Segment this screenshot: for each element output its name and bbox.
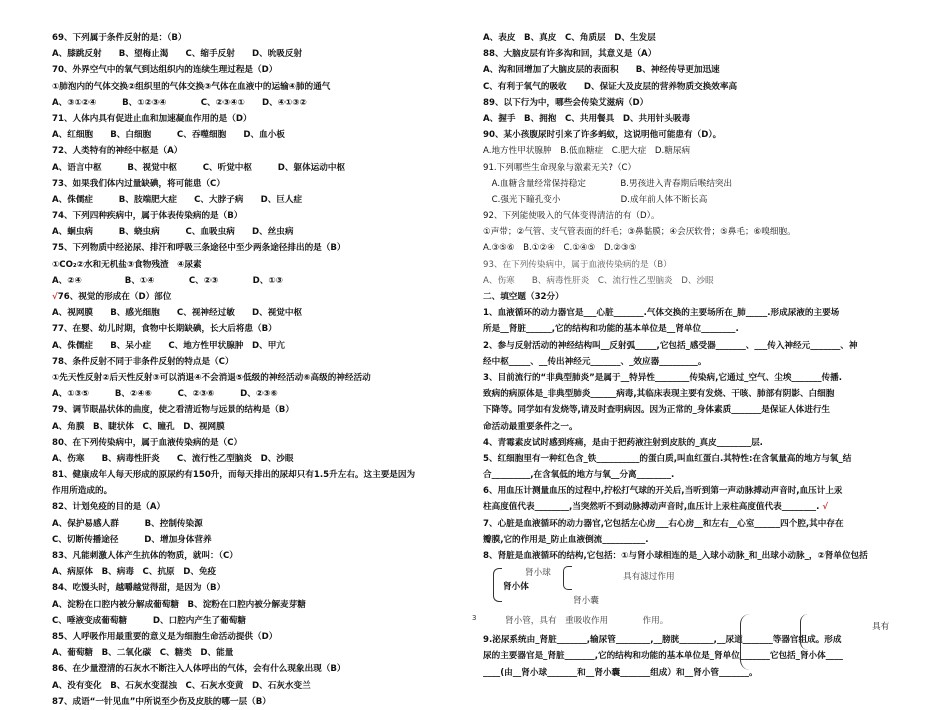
text-line: 瓣膜,它的作用是_防止血液倒流__________. <box>483 534 649 545</box>
text-line: 81、健康成年人每天形成的原尿约有150升，而每天排出的尿却只有1.5升左右。这主要是因为 <box>52 470 416 481</box>
right-column <box>483 30 903 681</box>
text-line: √76、视觉的形成在（D）部位 <box>52 292 172 302</box>
text-line: 77、在婴、幼儿时期，食物中长期缺碘，长大后将患（B） <box>52 324 277 335</box>
text-line: 93、在下列传染病中，属于血液传染病的是（B） <box>483 259 672 270</box>
text-line: 78、条件反射不同于非条件反射的特点是（C） <box>52 356 234 367</box>
text-line: 70、外界空气中的氧气到达组织内的连续生理过程是（D） <box>52 65 278 76</box>
text-line: 下降等。同学如有发烧等,请及时查明病因。因为正常的_身体素质_______是保证人体进行生 <box>483 405 831 416</box>
text-line: 经中枢_____、__传出神经元_______、_效应器_________。 <box>483 356 707 367</box>
text-line: A、①③⑤ B、②④⑥ C、②③⑥ D、②③⑥ <box>52 389 278 400</box>
diagram-bracket <box>563 566 572 590</box>
tubule-line: 肾小管，具有 重吸收作用 作用。 <box>505 616 669 627</box>
text-line: 84、吃馒头时，越嚼越觉得甜，是因为（B） <box>52 583 226 594</box>
text-line: A、伤寒 B、病毒性肝炎 C、流行性乙型脑炎 D、沙眼 <box>52 453 294 464</box>
text-line: ①先天性反射②后天性反射③可以消退④不会消退⑤低级的神经活动⑥高级的神经活动 <box>52 372 371 383</box>
page-number: 3 <box>472 614 477 622</box>
text-line: A、沟和回增加了大脑皮层的表面积 B、神经传导更加迅速 <box>483 65 720 76</box>
text-line: A、角膜 B、睫状体 C、瞳孔 D、视网膜 <box>52 421 225 432</box>
text-line: 8、肾脏是血液循环的结构,它包括：①与肾小球相连的是_入球小动脉_和_出球小动脉_，②肾单位包括 <box>483 551 868 561</box>
text-line: A、侏儒症 B、肢端肥大症 C、大脖子病 D、巨人症 <box>52 194 303 205</box>
brace-bracket <box>800 614 813 650</box>
text-line: A、保护易感人群 B、控制传染源 <box>52 518 203 529</box>
text-line: 72、人类特有的神经中枢是（A） <box>52 146 183 157</box>
text-line: ①声带；②气管、支气管表面的纤毛；③鼻黏膜；④会厌软骨；⑤鼻毛；⑥嗅细胞。 <box>483 227 796 238</box>
text-line: A、表皮 B、真皮 C、角质层 D、生发层 <box>483 33 656 43</box>
check-mark-icon: √ <box>822 502 829 513</box>
glomerulus-label: 肾小球 <box>525 568 551 579</box>
text-line: A、膝跳反射 B、望梅止渴 C、缩手反射 D、吮吸反射 <box>52 49 303 60</box>
text-line: 6、用血压计测量血压的过程中,拧松打气球的开关后,当听到第一声动脉搏动声音时,血压计上汞 <box>483 486 843 497</box>
text-line: ①肺泡内的气体交换②组织里的气体交换③气体在血液中的运输④肺的通气 <box>52 81 331 92</box>
text-line: 所是__肾脏______,它的结构和功能的基本单位是__肾单位________. <box>483 324 739 335</box>
text-line: 尿的主要器官是_肾脏_______,它的结构和功能的基本单位是_肾单位_______它包括_肾小体____ <box>483 651 843 662</box>
text-line: 92、下列能使吸入的气体变得清洁的有（D）。 <box>483 211 660 222</box>
left-column <box>52 30 472 710</box>
text-line: A、病原体 B、病毒 C、抗原 D、免疫 <box>52 567 217 578</box>
text-line: A.地方性甲状腺肿 B.低血糖症 C.肥大症 D.糖尿病 <box>483 146 691 157</box>
text-line: A、视网膜 B、感光细胞 C、视神经过敏 D、视觉中枢 <box>52 308 303 319</box>
text-line: A、②④ B、①④ C、②③ D、①③ <box>52 275 283 286</box>
text-line: A、淀粉在口腔内被分解成葡萄糖 B、淀粉在口腔内被分解麦芽糖 <box>52 599 306 610</box>
text-line: 82、计划免疫的目的是（A） <box>52 502 166 513</box>
text-line: 作用所造成的。 <box>52 486 113 497</box>
text-line: 73、如果我们体内过量缺碘，将可能患（C） <box>52 178 225 189</box>
text-line: 1、血液循环的动力器官是___心脏_______.气体交换的主要场所在_肺_____.形成尿液的主要场 <box>483 308 840 319</box>
text-line: A、侏儒症 B、呆小症 C、地方性甲状腺肿 D、甲亢 <box>52 340 285 351</box>
text-line: 90、某小孩腹尿时引来了许多蚂蚁，这说明他可能患有（D）。 <box>483 130 722 141</box>
text-line: C、有利于氧气的吸收 D、保证大及皮层的营养物质交换效率高 <box>483 81 738 92</box>
text-line: A.③⑤⑥ B.①②④ C.①④⑤ D.②③⑤ <box>483 243 637 254</box>
text-line: 71、人体内具有促进止血和加速凝血作用的是（D） <box>52 113 252 124</box>
text-line: 合_________,在含氧低的地方与氧__分离________. <box>483 470 675 481</box>
text-line: 89、以下行为中，哪些会传染艾滋病（D） <box>483 97 649 108</box>
text-line: 7、心脏是血液循环的动力器官,它包括左心房___右心房__和左右__心室______四个腔,其中存在 <box>483 518 844 529</box>
nephron-diagram <box>483 564 903 626</box>
corpuscle-label: 肾小体 <box>503 582 529 593</box>
brace-bracket <box>740 614 755 670</box>
text-line: 91.下列哪些生命现象与激素无关?（C） <box>483 162 637 173</box>
text-line: C、唾液变成葡萄糖 D、口腔内产生了葡萄糖 <box>52 615 246 626</box>
section-heading: 二、填空题（32分） <box>483 292 564 302</box>
text-line: A、③①②④ B、①②③④ C、②③④① D、④①③② <box>52 97 307 108</box>
text-line: 4、青霉素皮试时感到疼痛，是由于把药液注射到皮肤的_真皮________层. <box>483 437 763 448</box>
filter-note: 具有滤过作用 <box>623 572 675 583</box>
text-line: 致病的病原体是_非典型肺炎______病毒,其临床表现主要有发烧、干咳、肺部有阴影、白细胞 <box>483 389 835 400</box>
text-line: C、切断传播途径 D、增加身体营养 <box>52 534 212 545</box>
capsule-label: 肾小囊 <box>573 596 599 607</box>
text-line: A、红细胞 B、白细胞 C、吞噬细胞 D、血小板 <box>52 130 285 141</box>
text-line: A、葡萄糖 B、二氧化碳 C、糖类 D、能量 <box>52 648 234 659</box>
text-line: 5、红细胞里有一种红色含_铁__________的蛋白质,叫血红蛋白.其特性:在含氧量高的地方与氧_结 <box>483 453 852 464</box>
text-line: A、蛔虫病 B、蛲虫病 C、血吸虫病 D、丝虫病 <box>52 227 294 238</box>
text-line: 88、大脑皮层有许多沟和回，其意义是（A） <box>483 49 657 60</box>
check-mark-icon: √ <box>52 292 58 302</box>
text-line: 2、参与反射活动的神经结构叫__反射弧_____,它包括_感受器_______、___传入神经元_______、神 <box>483 340 858 351</box>
text-line: 85、人呼吸作用最重要的意义是为细胞生命活动提供（D） <box>52 631 278 642</box>
text-line: A、伤寒 B、病毒性肝炎 C、流行性乙型脑炎 D、沙眼 <box>483 275 714 286</box>
text-line: 80、在下列传染病中，属于血液传染病的是（C） <box>52 437 243 448</box>
text-line: A、握手 B、拥抱 C、共用餐具 D、共用针头吸毒 <box>483 113 691 124</box>
text-line: 69、下列属于条件反射的是：（B） <box>52 33 187 43</box>
text-line: ①CO₂②水和无机盐③食物残渣 ④尿素 <box>52 259 202 270</box>
text-line: 74、下列四种疾病中，属于体表传染病的是（B） <box>52 211 243 222</box>
text-line: A.血糖含量经常保持稳定 B.男孩进入青春期后喉结突出 <box>483 178 733 189</box>
text-line: 83、凡能刺激人体产生抗体的物质，就叫：（C） <box>52 551 238 561</box>
text-line: ____(由__肾小球_______和__肾小囊_______组成）和__肾小管_______。 <box>483 667 758 678</box>
diagram-bracket <box>493 568 502 602</box>
brace-label: 具有 <box>872 622 890 632</box>
text-line: C.强光下瞳孔变小 D.成年前人体不断长高 <box>483 194 708 205</box>
text-line: 命活动最重要条件之一。 <box>483 421 578 432</box>
text-line: A、语言中枢 B、视觉中枢 C、听觉中枢 D、躯体运动中枢 <box>52 162 346 173</box>
text-line: A、没有变化 B、石灰水变混浊 C、石灰水变黄 D、石灰水变兰 <box>52 680 311 691</box>
text-line: 3、目前流行的“非典型肺炎”是属于__特异性________传染病,它通过_空气、尘埃_______传播. <box>483 372 842 383</box>
text-line: 79、调节眼晶状体的曲度，使之看清近物与远景的结构是（B） <box>52 405 294 416</box>
text-line: 75、下列物质中经泌尿、排汗和呼吸三条途径中至少两条途径排出的是（B） <box>52 243 346 254</box>
text-line: 87、成语“一针见血”中所说至少伤及皮肤的哪一层（B） <box>52 696 271 707</box>
text-line: 86、在少量澄清的石灰水不断注入人体呼出的气体，会有什么现象出现（B） <box>52 664 346 675</box>
text-line: 9.泌尿系统由_肾脏_______,输尿管________,__膀胱________,__尿道_______等器官组成。形成 <box>483 635 842 646</box>
text-line: 柱高度值代表________,当突然听不到动脉搏动声音时,血压计上汞柱高度值代表________. √ <box>483 502 829 513</box>
